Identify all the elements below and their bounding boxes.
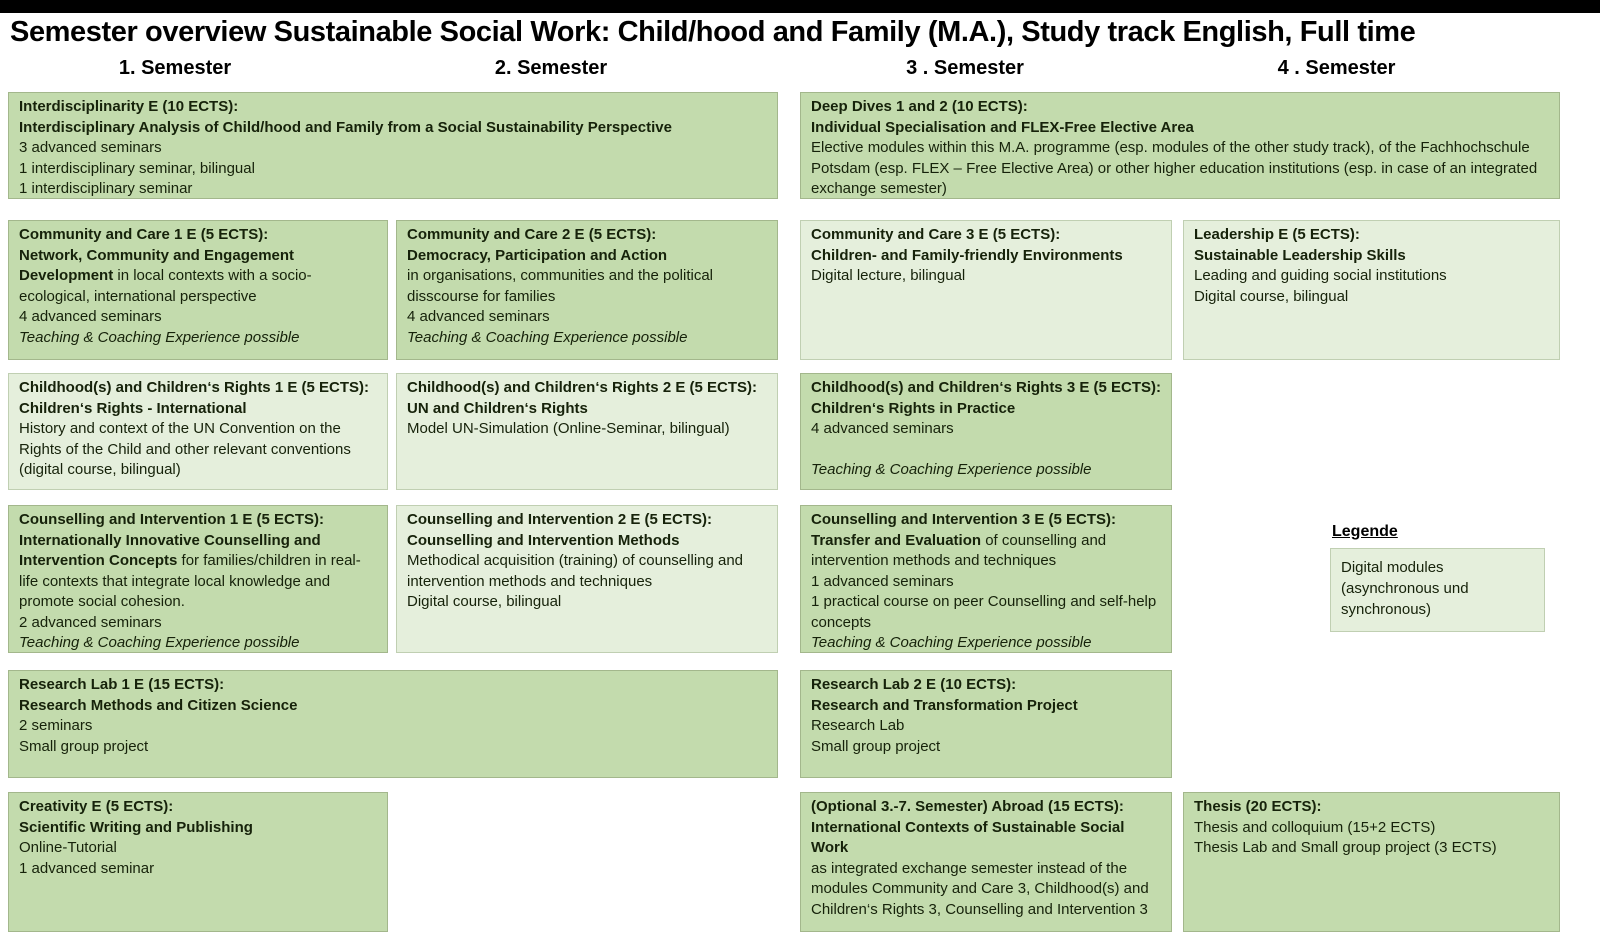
subheading-bold: Network, Community and Engagement Development	[19, 246, 295, 284]
module-research-lab-1	[8, 670, 778, 778]
module-subheading: Research Methods and Citizen Science	[19, 696, 298, 714]
module-childhood-rights-1	[8, 373, 388, 490]
module-italic-note: Teaching & Coaching Experience possible	[811, 634, 1092, 651]
column-header-semester-1: 1. Semester	[118, 57, 232, 79]
module-subheading: Children‘s Rights - International	[19, 399, 247, 417]
module-subheading: Counselling and Intervention Methods	[407, 531, 680, 549]
module-subheading: Individual Specialisation and FLEX-Free Elective Area	[811, 118, 1194, 136]
module-childhood-rights-3	[800, 373, 1172, 490]
legend-digital-modules-label: Digital modules (asynchronous und synchronous)	[1341, 559, 1469, 618]
module-line: Digital course, bilingual	[407, 593, 562, 610]
module-heading: Community and Care 1 E (5 ECTS):	[19, 226, 269, 243]
module-line: Thesis Lab and Small group project (3 ECTS)	[1194, 839, 1497, 856]
module-italic-note: Teaching & Coaching Experience possible	[811, 461, 1092, 478]
module-subheading	[811, 531, 1161, 572]
module-line: Digital lecture, bilingual	[811, 267, 966, 284]
module-heading: Community and Care 2 E (5 ECTS):	[407, 226, 657, 243]
module-research-lab-2	[800, 670, 1172, 778]
module-heading: Childhood(s) and Children‘s Rights 3 E (5 ECTS):	[811, 379, 1162, 396]
module-body: Elective modules within this M.A. programme (esp. modules of the other study track), of the Fachhochschule Potsdam (esp. FLEX – Free Elective Area) or other higher education institutions (esp. in case of an integrated exchange semester)	[811, 139, 1538, 197]
module-line: 4 advanced seminars	[811, 420, 954, 437]
module-subheading	[19, 246, 377, 308]
subheading-rest: of counselling and intervention methods and techniques	[811, 531, 1107, 569]
module-creativity	[8, 792, 388, 932]
module-heading: Childhood(s) and Children‘s Rights 2 E (5 ECTS):	[407, 379, 758, 396]
module-line: Small group project	[19, 737, 149, 755]
module-line: 2 seminars	[19, 717, 93, 734]
module-italic-note: Teaching & Coaching Experience possible	[19, 328, 300, 346]
subheading-rest: for families/children in real-life contexts that integrate local knowledge and promote social cohesion.	[19, 552, 361, 610]
subheading-bold: Transfer and Evaluation	[811, 531, 982, 549]
module-leadership	[1183, 220, 1560, 360]
module-subheading: UN and Children‘s Rights	[407, 399, 588, 417]
module-subheading: Scientific Writing and Publishing	[19, 818, 253, 836]
module-abroad	[800, 792, 1172, 932]
module-body: as integrated exchange semester instead of the modules Community and Care 3, Childhood(s) and Children‘s Rights 3, Counselling and Intervention 3	[811, 859, 1149, 918]
module-heading: Interdisciplinarity E (10 ECTS):	[19, 98, 239, 115]
module-line: 4 advanced seminars	[407, 308, 550, 325]
module-heading: Community and Care 3 E (5 ECTS):	[811, 226, 1061, 243]
module-interdisciplinarity	[8, 92, 778, 199]
module-counselling-1	[8, 505, 388, 653]
column-header-semester-3: 3 . Semester	[906, 57, 1024, 79]
module-subheading: Sustainable Leadership Skills	[1194, 246, 1406, 264]
module-subheading	[19, 531, 377, 613]
module-community-care-1	[8, 220, 388, 360]
module-line: 1 interdisciplinary seminar	[19, 180, 193, 197]
module-heading: Counselling and Intervention 3 E (5 ECTS):	[811, 511, 1117, 528]
module-counselling-3	[800, 505, 1172, 653]
module-italic-note: Teaching & Coaching Experience possible	[19, 634, 300, 651]
module-heading: Counselling and Intervention 1 E (5 ECTS):	[19, 511, 325, 528]
module-thesis	[1183, 792, 1560, 932]
module-line: 3 advanced seminars	[19, 139, 162, 156]
module-subheading: Research and Transformation Project	[811, 696, 1078, 714]
module-subheading: Children‘s Rights in Practice	[811, 399, 1016, 417]
module-line: Online-Tutorial	[19, 839, 117, 856]
module-line: 1 interdisciplinary seminar, bilingual	[19, 159, 255, 177]
module-subheading: Democracy, Participation and Action	[407, 246, 668, 264]
module-subheading: International Contexts of Sustainable Social Work	[811, 818, 1125, 856]
module-body: Methodical acquisition (training) of counselling and intervention methods and techniques	[407, 552, 744, 590]
module-community-care-2	[396, 220, 778, 360]
module-heading: Leadership E (5 ECTS):	[1194, 226, 1360, 243]
module-subheading: Children- and Family-friendly Environments	[811, 246, 1123, 264]
module-line: Digital course, bilingual	[1194, 287, 1349, 305]
module-heading: Thesis (20 ECTS):	[1194, 798, 1322, 815]
module-line: 1 practical course on peer Counselling and self-help concepts	[811, 593, 1157, 631]
module-heading: Counselling and Intervention 2 E (5 ECTS):	[407, 511, 713, 528]
legend-title: Legende	[1332, 523, 1398, 540]
module-line: Small group project	[811, 737, 941, 755]
module-heading: Research Lab 1 E (15 ECTS):	[19, 676, 225, 693]
top-black-bar	[0, 0, 1600, 13]
column-header-semester-2: 2. Semester	[494, 57, 608, 79]
module-line: Leading and guiding social institutions	[1194, 267, 1447, 284]
module-line: 2 advanced seminars	[19, 613, 162, 631]
module-deep-dives	[800, 92, 1560, 199]
module-line: 4 advanced seminars	[19, 308, 162, 325]
module-heading: Creativity E (5 ECTS):	[19, 798, 174, 815]
module-subheading: Interdisciplinary Analysis of Child/hood and Family from a Social Sustainability Perspective	[19, 118, 672, 136]
module-italic-note: Teaching & Coaching Experience possible	[407, 328, 688, 346]
module-counselling-2	[396, 505, 778, 653]
module-line: 1 advanced seminar	[19, 859, 155, 877]
module-childhood-rights-2	[396, 373, 778, 490]
module-community-care-3	[800, 220, 1172, 360]
subheading-bold: Internationally Innovative Counselling and Intervention Concepts	[19, 531, 321, 569]
module-line: Research Lab	[811, 717, 905, 734]
module-heading: (Optional 3.-7. Semester) Abroad (15 ECTS):	[811, 798, 1124, 815]
legend-digital-modules-box	[1330, 548, 1545, 632]
module-heading: Deep Dives 1 and 2 (10 ECTS):	[811, 98, 1028, 115]
subheading-rest: in local contexts with a socio-ecological, international perspective	[19, 267, 312, 305]
module-heading: Childhood(s) and Children‘s Rights 1 E (5 ECTS):	[19, 379, 370, 396]
module-line: Model UN-Simulation (Online-Seminar, bilingual)	[407, 420, 730, 437]
module-heading: Research Lab 2 E (10 ECTS):	[811, 676, 1017, 693]
module-line: Thesis and colloquium (15+2 ECTS)	[1194, 818, 1436, 836]
page-title: Semester overview Sustainable Social Work: Child/hood and Family (M.A.), Study track English, Full time	[10, 16, 1416, 48]
module-body: History and context of the UN Convention on the Rights of the Child and other relevant conventions (digital course, bilingual)	[19, 420, 351, 478]
column-header-semester-4: 4 . Semester	[1277, 57, 1396, 79]
module-body: in organisations, communities and the political disscourse for families	[407, 267, 713, 305]
module-line: 1 advanced seminars	[811, 572, 954, 590]
